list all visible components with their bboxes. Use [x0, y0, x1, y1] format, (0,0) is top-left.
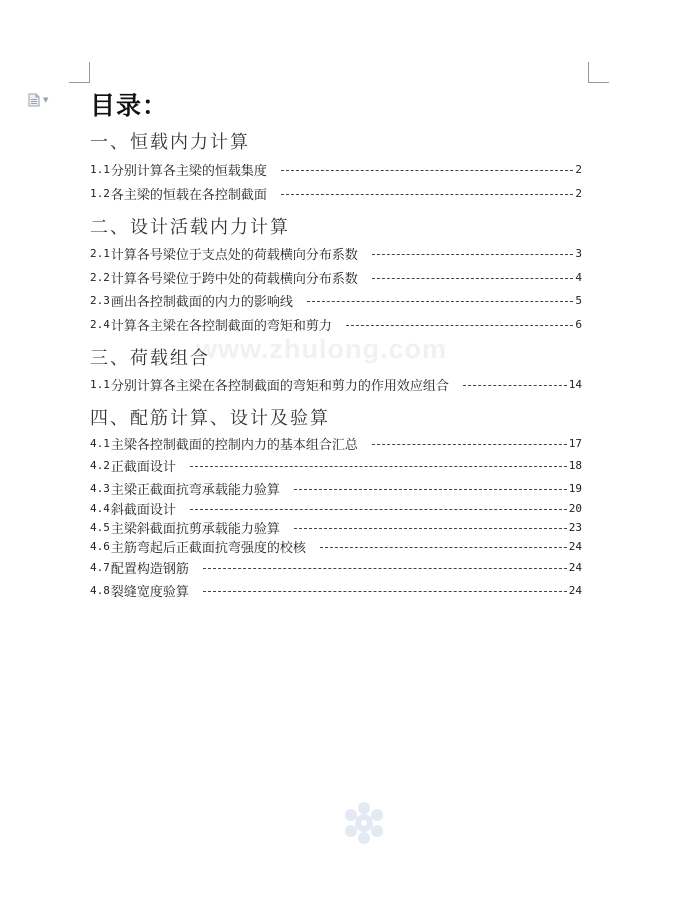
toc-leader-line — [281, 170, 573, 171]
toc-entry-label: 画出各控制截面的内力的影响线 — [110, 294, 293, 310]
paragraph-options-button[interactable] — [28, 93, 50, 107]
toc-leader-line — [307, 301, 573, 302]
toc-entry-number: 2.4 — [90, 317, 110, 331]
toc-entry-number: 4.2 — [90, 458, 110, 472]
toc-entry-page: 14 — [568, 377, 582, 391]
toc-entry-number: 2.2 — [90, 270, 110, 284]
toc-entry-page: 6 — [575, 317, 582, 331]
toc-entry[interactable] — [90, 479, 582, 497]
toc-entry-page: 19 — [568, 481, 582, 495]
toc-entry-number: 1.1 — [90, 162, 110, 176]
toc-leader-line — [190, 509, 567, 510]
toc-entry[interactable] — [90, 244, 582, 262]
toc-entry[interactable] — [90, 315, 582, 333]
toc-entry-number: 4.7 — [90, 560, 110, 574]
toc-entry-label: 主梁正截面抗弯承载能力验算 — [110, 482, 280, 498]
toc-entry[interactable] — [90, 581, 582, 599]
toc-entry[interactable] — [90, 291, 582, 309]
toc-entry-page: 24 — [568, 560, 582, 574]
toc-entry-label: 计算各号梁位于支点处的荷载横向分布系数 — [110, 247, 358, 263]
toc-leader-line — [281, 194, 573, 195]
toc-entry[interactable] — [90, 160, 582, 178]
toc-entry-page: 18 — [568, 458, 582, 472]
snowflake-emblem-icon — [339, 800, 389, 846]
toc-entry-page: 5 — [575, 293, 582, 307]
toc-entry-number: 1.1 — [90, 377, 110, 391]
toc-leader-line — [294, 489, 567, 490]
toc-entry-number: 2.1 — [90, 246, 110, 260]
toc-entry-page: 2 — [575, 162, 582, 176]
crop-mark-top-left — [69, 62, 90, 83]
toc-section-heading: 四、配筋计算、设计及验算 — [90, 408, 330, 429]
toc-entry-number: 2.3 — [90, 293, 110, 307]
toc-entry[interactable] — [90, 375, 582, 393]
toc-entry[interactable] — [90, 518, 582, 536]
toc-entry[interactable] — [90, 184, 582, 202]
toc-section-heading: 三、荷载组合 — [90, 348, 210, 369]
toc-entry-number: 4.3 — [90, 481, 110, 495]
toc-entry-label: 斜截面设计 — [110, 502, 176, 518]
toc-entry-number: 4.4 — [90, 501, 110, 515]
toc-leader-line — [372, 444, 567, 445]
toc-entry-label: 计算各主梁在各控制截面的弯矩和剪力 — [110, 318, 332, 334]
toc-entry-page: 17 — [568, 436, 582, 450]
toc-entry-label: 分别计算各主梁的恒载集度 — [110, 163, 267, 179]
toc-leader-line — [190, 466, 567, 467]
toc-entry-label: 主筋弯起后正截面抗弯强度的校核 — [110, 540, 306, 556]
toc-entry-page: 3 — [575, 246, 582, 260]
toc-entry-label: 计算各号梁位于跨中处的荷载横向分布系数 — [110, 271, 358, 287]
toc-section-heading: 二、设计活载内力计算 — [90, 217, 290, 238]
toc-entry[interactable] — [90, 537, 582, 555]
toc-entry-number: 4.1 — [90, 436, 110, 450]
toc-entry[interactable] — [90, 499, 582, 517]
toc-entry-label: 配置构造钢筋 — [110, 561, 189, 577]
toc-entry-number: 4.5 — [90, 520, 110, 534]
toc-leader-line — [320, 547, 567, 548]
toc-entry[interactable] — [90, 456, 582, 474]
toc-entry[interactable] — [90, 558, 582, 576]
toc-entry-page: 23 — [568, 520, 582, 534]
toc-entry-page: 24 — [568, 583, 582, 597]
document-icon — [28, 93, 40, 107]
chevron-down-icon: ▼ — [43, 95, 49, 104]
toc-entry[interactable] — [90, 268, 582, 286]
toc-entry-page: 4 — [575, 270, 582, 284]
toc-entry-label: 分别计算各主梁在各控制截面的弯矩和剪力的作用效应组合 — [110, 378, 449, 394]
toc-entry-label: 裂缝宽度验算 — [110, 584, 189, 600]
toc-section-heading: 一、恒载内力计算 — [90, 132, 250, 153]
toc-leader-line — [203, 568, 567, 569]
toc-leader-line — [372, 278, 573, 279]
watermark-text: www.zhulong.com — [196, 334, 447, 364]
toc-entry-number: 4.8 — [90, 583, 110, 597]
toc-entry-page: 24 — [568, 539, 582, 553]
toc-entry-label: 主梁斜截面抗剪承载能力验算 — [110, 521, 280, 537]
toc-leader-line — [203, 591, 567, 592]
toc-leader-line — [346, 325, 573, 326]
toc-leader-line — [294, 528, 567, 529]
toc-entry-label: 各主梁的恒载在各控制截面 — [110, 187, 267, 203]
toc-entry-label: 正截面设计 — [110, 459, 176, 475]
toc-leader-line — [463, 385, 567, 386]
toc-title: 目录： — [90, 91, 169, 120]
toc-entry-page: 2 — [575, 186, 582, 200]
toc-entry[interactable] — [90, 434, 582, 452]
toc-entry-label: 主梁各控制截面的控制内力的基本组合汇总 — [110, 437, 358, 453]
crop-mark-top-right — [588, 62, 609, 83]
toc-entry-page: 20 — [568, 501, 582, 515]
toc-entry-number: 1.2 — [90, 186, 110, 200]
toc-entry-number: 4.6 — [90, 539, 110, 553]
toc-leader-line — [372, 254, 573, 255]
